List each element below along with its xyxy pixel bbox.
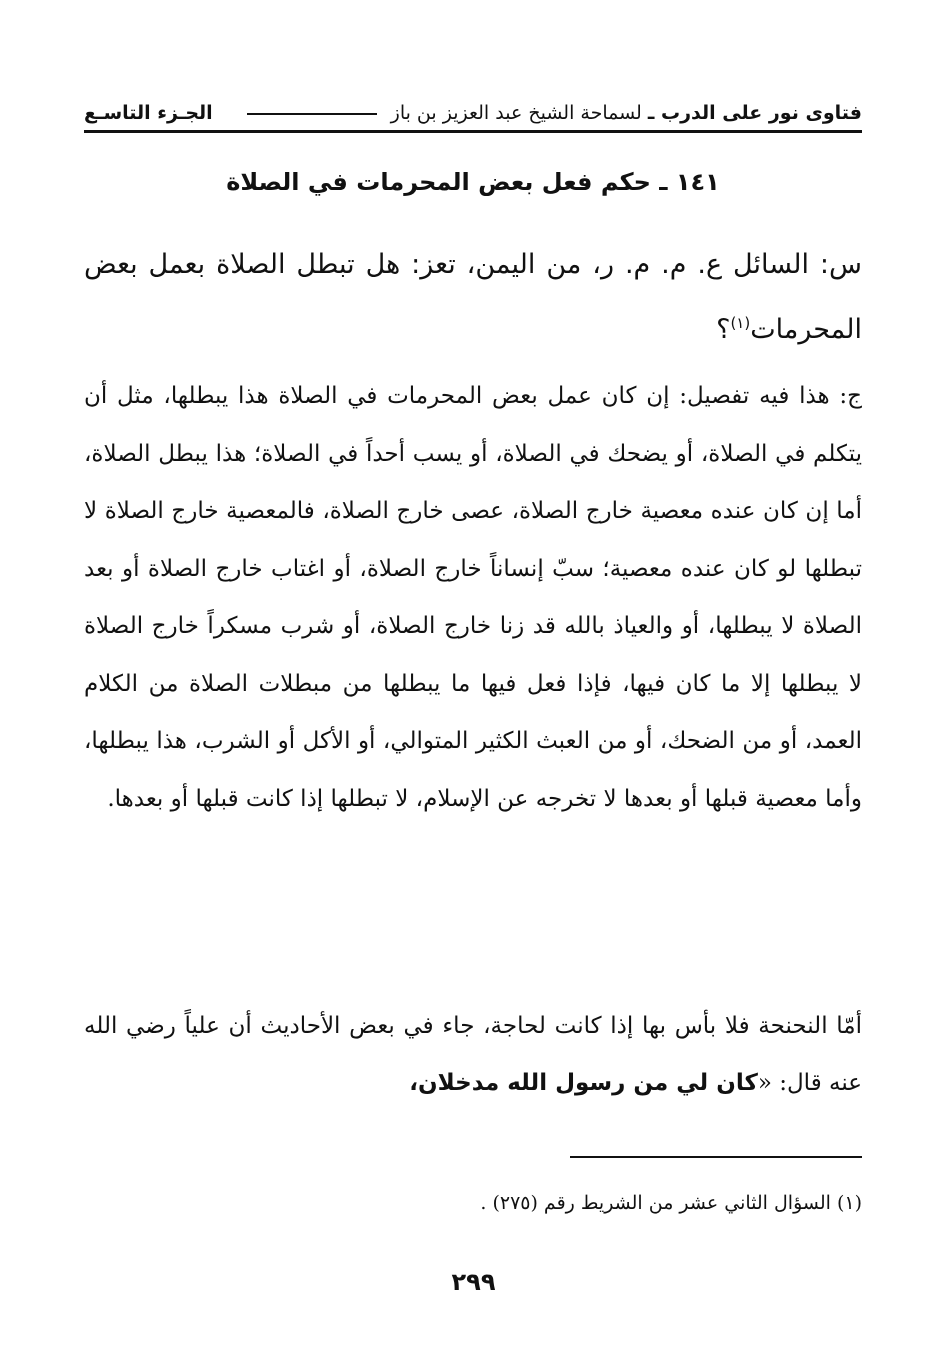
hadith-quote: كان لي من رسول الله مدخلان، bbox=[409, 1070, 758, 1096]
footnote-reference: (١) bbox=[730, 314, 751, 332]
running-header bbox=[84, 96, 862, 133]
section-title: ١٤١ ـ حكم فعل بعض المحرمات في الصلاة bbox=[226, 168, 720, 196]
book-title: فتاوى نور على الدرب ـ bbox=[647, 102, 862, 124]
answer-paragraph-1: ج: هذا فيه تفصيل: إن كان عمل بعض المحرمات في الصلاة هذا يبطلها، مثل أن يتكلم في الصلاة، أو يضحك في الصلاة، أو يسب أحداً في الصلاة؛ هذا يبطل الصلاة، أما إن كان عنده معصية خارج الصلاة، عصى خارج الصلاة، فالمعصية خارج الصلاة لا تبطلها لو كان عنده معصية؛ سبّ إنساناً خارج الصلاة، أو اغتاب خارج الصلاة أو بعد الصلاة لا يبطلها، أو والعياذ بالله قد زنا خارج الصلاة، أو شرب مسكراً خارج الصلاة لا يبطلها إلا ما كان فيها، فإذا فعل فيها ما يبطلها من مبطلات الصلاة من الكلام العمد، أو من الضحك، أو من العبث الكثير المتوالي، أو الأكل أو الشرب، هذا يبطلها، وأما معصية قبلها أو بعدها لا تخرجه عن الإسلام، لا تبطلها إذا كانت قبلها أو بعدها. bbox=[84, 383, 862, 812]
answer-paragraph-2 bbox=[84, 998, 862, 1112]
page-number: ٢٩٩ bbox=[451, 1268, 496, 1296]
author-name: لسماحة الشيخ عبد العزيز بن باز bbox=[390, 102, 642, 124]
volume-label: الجـزء التاسـع bbox=[84, 102, 213, 124]
footnote: (١) السؤال الثاني عشر من الشريط رقم (٢٧٥) . bbox=[480, 1192, 862, 1214]
question-text: س: السائل ع. م. م. ر، من اليمن، تعز: هل تبطل الصلاة بعمل بعض المحرمات bbox=[84, 249, 862, 345]
question-mark: ؟ bbox=[716, 314, 731, 345]
question-paragraph bbox=[84, 236, 862, 359]
header-dash-line bbox=[247, 113, 377, 115]
answer-paragraph-2-intro: أمّا النحنحة فلا بأس بها إذا كانت لحاجة، جاء في بعض الأحاديث أن علياً رضي الله عنه قال: « bbox=[84, 1013, 862, 1096]
footnote-divider bbox=[570, 1156, 862, 1158]
